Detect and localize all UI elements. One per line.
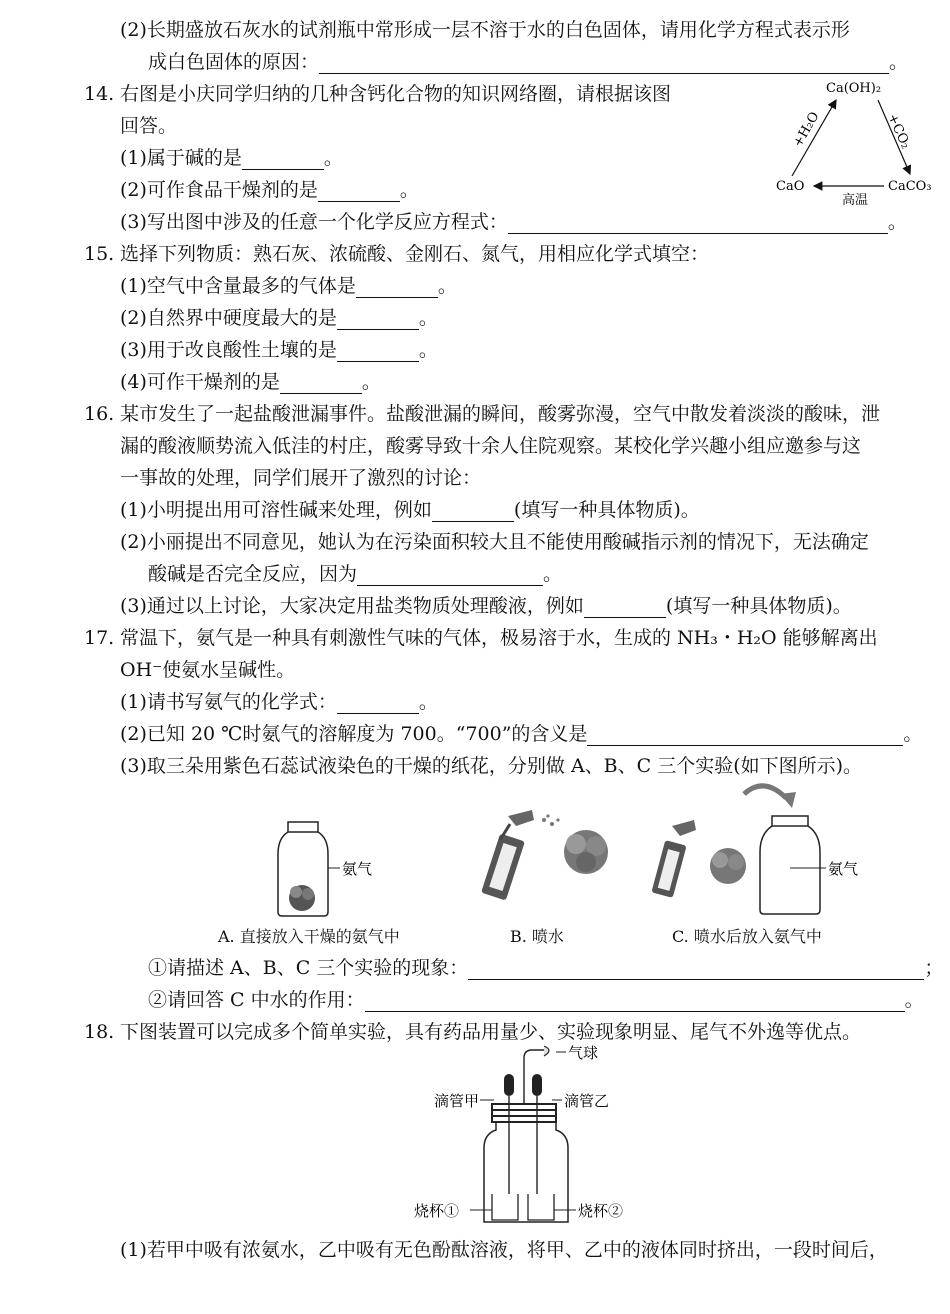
- q17-blank-sub1[interactable]: [468, 959, 924, 980]
- q16-part2-line2: 酸碱是否完全反应，因为 。: [148, 563, 563, 585]
- q17-blank2[interactable]: [587, 725, 903, 746]
- q13-answer-blank[interactable]: [319, 53, 889, 74]
- gas-label-c: 氨气: [828, 860, 859, 878]
- beaker-2: [528, 1194, 554, 1220]
- dropper-b-label: 滴管乙: [564, 1092, 610, 1110]
- q15-part2: (2)自然界中硬度最大的是 。: [120, 307, 438, 329]
- q16-stem-line3: 一事故的处理，同学们展开了激烈的讨论：: [120, 467, 482, 489]
- diagram-node-caoh2: Ca(OH)₂: [826, 81, 882, 96]
- q14-number: 14.: [84, 83, 115, 105]
- jar-c: [744, 786, 858, 914]
- q15-stem: 15. 选择下列物质：熟石灰、浓硫酸、金刚石、氮气，用相应化学式填空：: [84, 243, 710, 265]
- fig-caption-a: A. 直接放入干燥的氨气中: [218, 927, 400, 946]
- q13-part2-line2: 成白色固体的原因： 。: [148, 51, 909, 73]
- q15-blank1[interactable]: [356, 277, 438, 298]
- q16-stem-line2: 漏的酸液顺势流入低洼的村庄，酸雾导致十余人住院观察。某校化学兴趣小组应邀参与这: [120, 435, 862, 457]
- balloon-label: 气球: [568, 1044, 599, 1062]
- beaker-1: [492, 1194, 518, 1220]
- q15-part3: (3)用于改良酸性土壤的是 。: [120, 339, 438, 361]
- q14-blank3[interactable]: [508, 213, 888, 234]
- dropper-a-label: 滴管甲: [434, 1092, 480, 1110]
- diagram-label-co2: +CO₂: [884, 111, 913, 152]
- spray-c: [651, 820, 746, 898]
- fig-caption-b: B. 喷水: [510, 927, 564, 946]
- q14-blank2[interactable]: [318, 181, 400, 202]
- q15-blank2[interactable]: [337, 309, 419, 330]
- diagram-node-cao: CaO: [776, 179, 805, 194]
- q17-part1: (1)请书写氨气的化学式： 。: [120, 691, 438, 713]
- q14-part1: (1)属于碱的是 。: [120, 147, 343, 169]
- diagram-label-high-temp: 高温: [842, 193, 869, 208]
- q17-part3: (3)取三朵用紫色石蕊试液染色的干燥的纸花，分别做 A、B、C 三个实验(如下图所示)。: [120, 755, 863, 777]
- q16-blank2[interactable]: [357, 565, 543, 586]
- q17-sub2: ②请回答 C 中水的作用： 。: [148, 989, 924, 1011]
- q17-sub1: ①请描述 A、B、C 三个实验的现象： ；: [148, 957, 944, 979]
- beaker-1-label: 烧杯①: [414, 1202, 460, 1220]
- q14-stem-line1: 14. 右图是小庆同学归纳的几种含钙化合物的知识网络圈，请根据该图: [84, 83, 672, 105]
- bottle: [484, 1122, 568, 1222]
- q17-stem-line2: OH⁻使氨水呈碱性。: [120, 659, 296, 681]
- jar-a: [278, 822, 372, 916]
- q14-part3: (3)写出图中涉及的任意一个化学反应方程式： 。: [120, 211, 907, 233]
- stopper: [492, 1104, 556, 1122]
- q17-stem-line1: 17. 常温下，氨气是一种具有刺激性气味的气体，极易溶于水，生成的 NH₃・H₂O 能够解离出: [84, 627, 878, 649]
- q15-blank3[interactable]: [337, 341, 419, 362]
- q18-part1: (1)若甲中吸有浓氨水，乙中吸有无色酚酞溶液，将甲、乙中的液体同时挤出，一段时间后，: [120, 1239, 888, 1261]
- q17-blank1[interactable]: [337, 693, 419, 714]
- q14-stem-line2: 回答。: [120, 115, 178, 137]
- q15-part1: (1)空气中含量最多的气体是 。: [120, 275, 457, 297]
- q18-stem: 18. 下图装置可以完成多个简单实验，具有药品用量少、实验现象明显、尾气不外逸等优点。: [84, 1021, 862, 1043]
- q13-part2-line1: (2)长期盛放石灰水的试剂瓶中常形成一层不溶于水的白色固体，请用化学方程式表示形: [120, 19, 850, 41]
- q14-part2: (2)可作食品干燥剂的是 。: [120, 179, 419, 201]
- arrow-icon: [780, 792, 796, 808]
- q17-experiment-figure: [270, 780, 870, 920]
- q17-part2: (2)已知 20 ℃时氨气的溶解度为 700。“700”的含义是 。: [120, 723, 923, 745]
- q16-part1: (1)小明提出用可溶性碱来处理，例如 (填写一种具体物质)。: [120, 499, 700, 521]
- q16-part3: (3)通过以上讨论，大家决定用盐类物质处理酸液，例如 (填写一种具体物质)。: [120, 595, 852, 617]
- q15-blank4[interactable]: [280, 373, 362, 394]
- fig-caption-c: C. 喷水后放入氨气中: [672, 927, 822, 946]
- q16-part2-line1: (2)小丽提出不同意见，她认为在污染面积较大且不能使用酸碱指示剂的情况下，无法确定: [120, 531, 869, 553]
- spray-b: [481, 810, 608, 901]
- dropper-a-bulb: [504, 1074, 514, 1096]
- diagram-node-caco3: CaCO₃: [888, 179, 932, 194]
- q17-number: 17.: [84, 627, 115, 649]
- q13-part2-text: 成白色固体的原因：: [148, 51, 320, 73]
- q18-apparatus: [400, 1044, 660, 1230]
- gas-label-a: 氨气: [342, 860, 373, 878]
- q16-stem-line1: 16. 某市发生了一起盐酸泄漏事件。盐酸泄漏的瞬间，酸雾弥漫，空气中散发着淡淡的酸味，泄: [84, 403, 881, 425]
- balloon: [544, 1046, 549, 1056]
- q16-blank1[interactable]: [432, 501, 514, 522]
- diagram-label-h2o: +H₂O: [790, 109, 823, 150]
- calcium-compound-diagram: [770, 76, 940, 212]
- q18-number: 18.: [84, 1021, 115, 1043]
- q15-number: 15.: [84, 243, 115, 265]
- q15-part4: (4)可作干燥剂的是 。: [120, 371, 381, 393]
- dropper-b-bulb: [532, 1074, 542, 1096]
- q14-blank1[interactable]: [242, 149, 324, 170]
- q16-number: 16.: [84, 403, 115, 425]
- q17-blank-sub2[interactable]: [365, 991, 905, 1012]
- q16-blank3[interactable]: [584, 597, 666, 618]
- beaker-2-label: 烧杯②: [578, 1202, 624, 1220]
